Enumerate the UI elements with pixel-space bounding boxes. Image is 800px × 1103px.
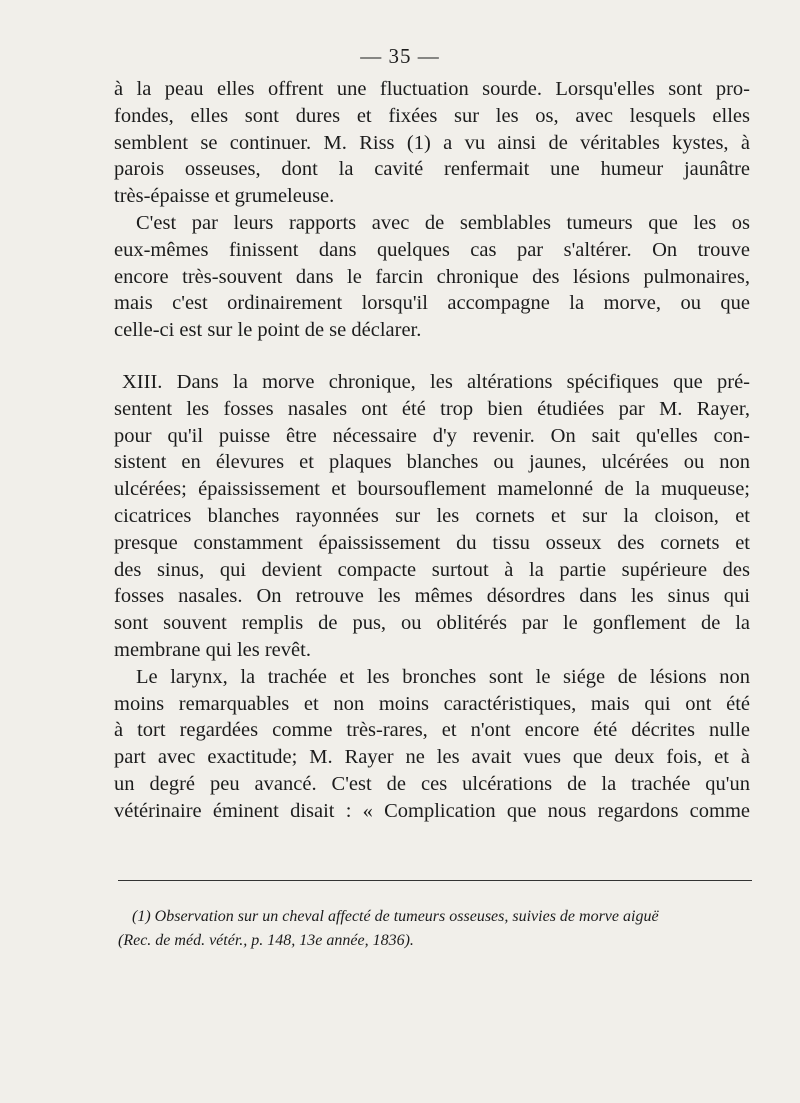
text-line: très-épaisse et grumeleuse.	[114, 185, 335, 208]
body-text	[114, 76, 750, 825]
text-line: sentent les fosses nasales ont été trop bien étudiées par M. Rayer,	[114, 397, 750, 420]
footnote	[118, 905, 758, 953]
text-line: celle-ci est sur le point de se déclarer.	[114, 319, 422, 342]
text-line: mais c'est ordinairement lorsqu'il accompagne la morve, ou que	[114, 292, 750, 315]
footnote-line: (Rec. de méd. vétér., p. 148, 13e année, 1836).	[118, 932, 414, 949]
text-line: semblent se continuer. M. Riss (1) a vu ainsi de véritables kystes, à	[114, 131, 750, 154]
text-line: ulcérées; épaississement et boursouflement mamelonné de la muqueuse;	[114, 478, 750, 501]
text-line: moins remarquables et non moins caractéristiques, mais qui ont été	[114, 692, 750, 715]
text-line: à tort regardées comme très-rares, et n'ont encore été décrites nulle	[114, 719, 750, 742]
text-line: presque constamment épaississement du tissu osseux des cornets et	[114, 531, 750, 554]
text-line: XIII. Dans la morve chronique, les altérations spécifiques que pré-	[122, 370, 750, 393]
text-line: fondes, elles sont dures et fixées sur les os, avec lesquels elles	[114, 104, 750, 127]
paragraph-2	[114, 210, 750, 344]
text-line: eux-mêmes finissent dans quelques cas par s'altérer. On trouve	[114, 238, 750, 261]
text-line: Le larynx, la trachée et les bronches sont le siége de lésions non	[136, 665, 750, 688]
text-line: part avec exactitude; M. Rayer ne les avait vues que deux fois, et à	[114, 746, 750, 769]
text-line: à la peau elles offrent une fluctuation sourde. Lorsqu'elles sont pro-	[114, 78, 750, 100]
text-line: vétérinaire éminent disait : « Complication que nous regardons comme	[114, 799, 750, 822]
footnote-divider	[118, 880, 752, 881]
text-line: parois osseuses, dont la cavité renfermait une humeur jaunâtre	[114, 158, 750, 181]
text-line: un degré peu avancé. C'est de ces ulcérations de la trachée qu'un	[114, 772, 750, 795]
paragraph-3	[114, 369, 750, 664]
text-line: sont souvent remplis de pus, ou oblitérés par le gonflement de la	[114, 612, 750, 635]
paragraph-1	[114, 76, 750, 210]
text-line: fosses nasales. On retrouve les mêmes désordres dans les sinus qui	[114, 585, 750, 608]
text-line: pour qu'il puisse être nécessaire d'y revenir. On sait qu'elles con-	[114, 424, 750, 447]
text-line: C'est par leurs rapports avec de semblables tumeurs que les os	[136, 211, 750, 234]
footnote-line: (1) Observation sur un cheval affecté de tumeurs osseuses, suivies de morve aiguë	[132, 908, 659, 925]
text-line: sistent en élevures et plaques blanches ou jaunes, ulcérées ou non	[114, 451, 750, 474]
paragraph-4	[114, 664, 750, 825]
page-number: — 35 —	[360, 44, 440, 68]
text-line: des sinus, qui devient compacte surtout à la partie supérieure des	[114, 558, 750, 581]
text-line: membrane qui les revêt.	[114, 638, 311, 661]
text-line: encore très-souvent dans le farcin chronique des lésions pulmonaires,	[114, 265, 750, 288]
text-line: cicatrices blanches rayonnées sur les cornets et sur la cloison, et	[114, 504, 750, 527]
